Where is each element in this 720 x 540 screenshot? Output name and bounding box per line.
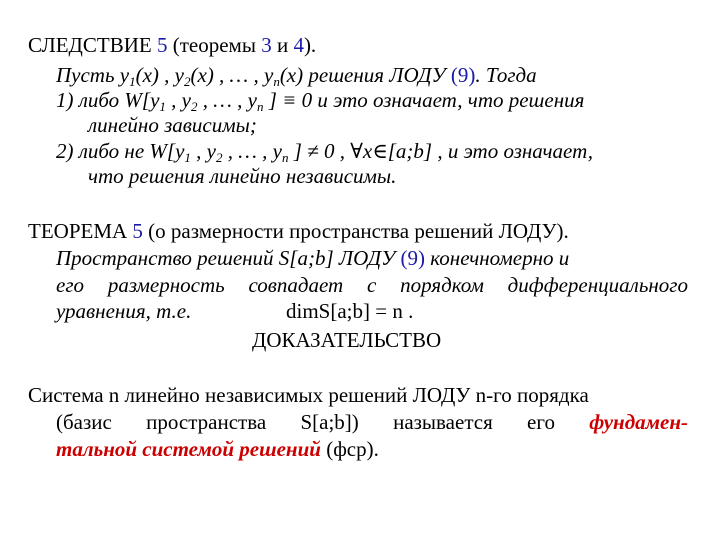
dimension-formula: dimS[a;b] = n . bbox=[286, 299, 414, 323]
definition-line-1: Система n линейно независимых решений ЛОДУ n-го порядка bbox=[28, 383, 589, 407]
definition-line-2: (базис пространства S[a;b]) называется его фундамен- bbox=[56, 410, 688, 434]
corollary-heading: СЛЕДСТВИЕ 5 (теоремы 3 и 4). bbox=[28, 33, 317, 57]
corollary-line-4: линейно зависимы; bbox=[88, 113, 257, 137]
corollary-line-5: 2) либо не $W[y_1$ , $y_2$ , … , $y_n$ ] ≠ 0 , ∀x∈[a;b] , и это означает, bbox=[56, 139, 594, 165]
theorem-line-4: уравнения, т.е. bbox=[56, 299, 192, 323]
corollary-line-3: 1) либо $W[y_1$ , $y_2$ , … , $y_n$ ] ≡ 0 и это означает, что решения bbox=[56, 88, 585, 114]
theorem-heading: ТЕОРЕМА 5 (о размерности пространства решений ЛОДУ). bbox=[28, 219, 569, 243]
highlight-term: фундамен- bbox=[589, 410, 688, 434]
theorem-line-3: его размерность совпадает с порядком дифференциального bbox=[56, 273, 688, 297]
corollary-line-2: Пусть $y_1(x)$ , $y_2(x)$ , … , $y_n(x)$ решения ЛОДУ (9). Тогда bbox=[56, 63, 537, 89]
proof-heading: ДОКАЗАТЕЛЬСТВО bbox=[252, 328, 442, 352]
definition-line-3: тальной системой решений (фср). bbox=[56, 437, 379, 461]
corollary-line-6: что решения линейно независимы. bbox=[88, 164, 397, 188]
theorem-line-2: Пространство решений S[a;b] ЛОДУ (9) конечномерно и bbox=[56, 246, 570, 270]
highlight-term: тальной системой решений bbox=[56, 437, 321, 461]
